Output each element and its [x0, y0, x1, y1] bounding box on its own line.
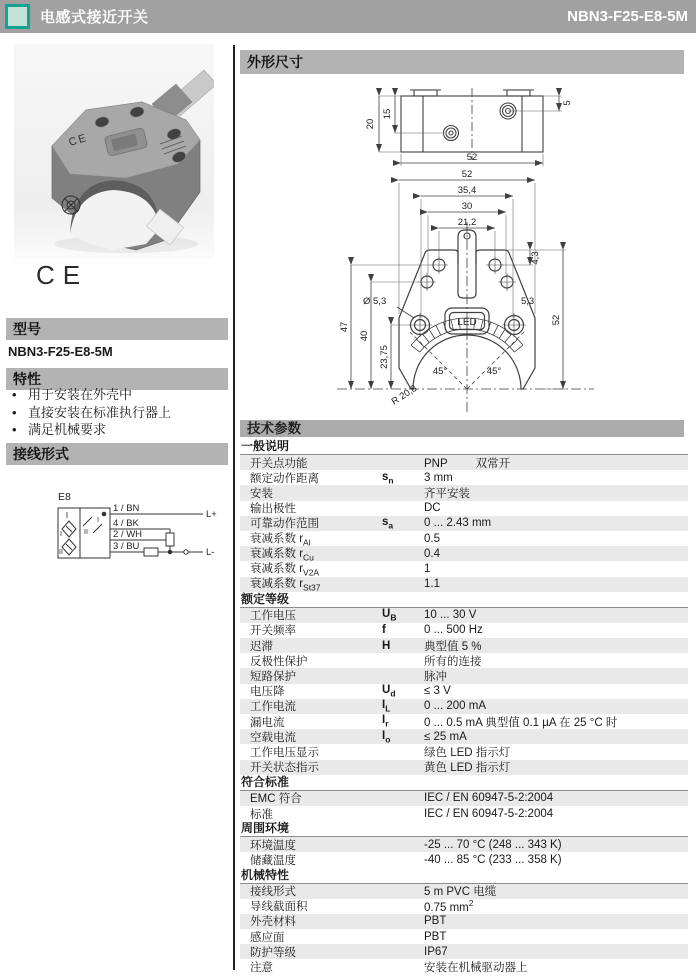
spec-row: [240, 914, 688, 929]
spec-value: PBT: [424, 930, 447, 943]
spec-label: 开关状态指示: [250, 762, 319, 775]
ce-print: CE: [67, 131, 90, 149]
spec-label: 迟滞: [250, 640, 273, 653]
circuit-label: I: [97, 517, 99, 524]
spec-row: [240, 729, 688, 744]
dim-label: 20: [365, 118, 376, 130]
dimension-drawing-front: [242, 166, 692, 420]
spec-label: 开关点功能: [250, 457, 308, 470]
spec-row: [240, 485, 688, 500]
spec-label: 导线截面积: [250, 901, 308, 914]
circuit-label: I: [60, 531, 62, 538]
spec-label: 输出极性: [250, 503, 296, 516]
spec-value: 5 m PVC 电缆: [424, 886, 497, 899]
wire-label: 2 / WH: [113, 529, 143, 540]
bullet: •: [12, 422, 17, 437]
dim-label: 52: [461, 169, 473, 180]
spec-label: 衰减系数 $r_{St37}$: [250, 578, 321, 593]
product-photo: [14, 44, 214, 259]
spec-row: [240, 791, 688, 806]
terminal-label: L+: [206, 509, 217, 520]
spec-value: PNP 双常开: [424, 457, 511, 470]
spec-value: IP67: [424, 945, 448, 958]
spec-value: 1.1: [424, 578, 440, 591]
feature-item: • 用于安装在外壳中: [12, 387, 133, 402]
spec-row: [240, 806, 688, 821]
spec-value: 0 ... 2.43 mm: [424, 517, 492, 530]
section-dimensions: 外形尺寸: [240, 50, 684, 74]
spec-row: [240, 899, 688, 914]
spec-symbol: $U_d$: [382, 684, 396, 699]
spec-row: [240, 668, 688, 683]
spec-label: 防护等级: [250, 946, 296, 959]
spec-symbol: $s_a$: [382, 516, 394, 531]
spec-value: 黄色 LED 指示灯: [424, 762, 511, 775]
feature-list: [10, 386, 228, 439]
spec-value: 0 ... 500 Hz: [424, 624, 483, 637]
spec-value: PBT: [424, 915, 447, 928]
spec-value: 0.5: [424, 532, 440, 545]
spec-label: 衰减系数 $r_{V2A}$: [250, 563, 320, 578]
dim-label: 4,3: [530, 251, 541, 265]
dim-label: 15: [382, 108, 393, 120]
header-model-number: NBN3-F25-E8-5M: [567, 8, 688, 25]
dim-label: 40: [359, 330, 370, 342]
spec-label: 空载电流: [250, 731, 296, 744]
spec-label: EMC 符合: [250, 793, 302, 806]
spec-row: [240, 608, 688, 623]
spec-value: IEC / EN 60947-5-2:2004: [424, 792, 554, 805]
spec-symbol: $I_r$: [382, 714, 389, 729]
model-number: NBN3-F25-E8-5M: [8, 344, 113, 359]
spec-value: 0 ... 0.5 mA 典型值 0.1 µA 在 25 °C 时: [424, 716, 618, 729]
spec-row: [240, 531, 688, 546]
spec-value-2: 双常开: [475, 457, 511, 470]
circuit-label: II: [59, 549, 63, 556]
section-features: 特性: [6, 368, 228, 390]
spec-value: 3 mm: [424, 471, 453, 484]
spec-label: 工作电压显示: [250, 746, 319, 759]
spec-label: 电压降: [250, 686, 285, 699]
spec-value: 齐平安装: [424, 487, 470, 500]
spec-value: 0.75 $mm^2$: [424, 898, 474, 915]
spec-row: [240, 959, 688, 974]
spec-label: 短路保护: [250, 671, 296, 684]
spec-row: [240, 760, 688, 775]
spec-label: 安装: [250, 487, 273, 500]
spec-label: 漏电流: [250, 716, 285, 729]
section-tech-data: 技术参数: [240, 420, 684, 437]
dim-label: 45°: [486, 366, 502, 377]
dim-label: 52: [551, 314, 562, 326]
circuit-label: I: [65, 511, 69, 520]
wiring-diagram: [18, 486, 223, 591]
spec-group-header: 周围环境: [240, 821, 688, 837]
spec-label: 接线形式: [250, 886, 296, 899]
feature-item: • 满足机械要求: [12, 422, 107, 437]
dim-label: 5: [562, 100, 573, 106]
spec-group-header: 机械特性: [240, 868, 688, 884]
spec-value: ≤ 3 V: [424, 685, 451, 698]
dim-label: 47: [339, 321, 350, 333]
dim-label: 45°: [432, 366, 448, 377]
spec-row: [240, 852, 688, 867]
spec-label: 储藏温度: [250, 854, 296, 867]
spec-row: [240, 653, 688, 668]
spec-row: [240, 501, 688, 516]
dim-label: 5,3: [521, 296, 535, 307]
dim-label: Ø 5,3: [363, 296, 387, 307]
spec-value: ≤ 25 mA: [424, 730, 467, 743]
spec-row: [240, 837, 688, 852]
spec-value: 绿色 LED 指示灯: [424, 746, 511, 759]
spec-label: 额定动作距离: [250, 472, 319, 485]
tech-data-table: [240, 439, 688, 975]
bullet: •: [12, 387, 17, 402]
spec-value: DC: [424, 502, 441, 515]
brand-square-icon: [5, 4, 30, 29]
page-header: [0, 0, 696, 33]
spec-row: [240, 623, 688, 638]
bullet: •: [12, 404, 17, 420]
spec-value: -25 ... 70 °C (248 ... 343 K): [424, 838, 562, 851]
spec-row: [240, 638, 688, 653]
spec-label: 注意: [250, 962, 273, 975]
spec-label: 工作电压: [250, 610, 296, 623]
spec-row: [240, 561, 688, 576]
led-label: LED: [457, 317, 477, 328]
feature-item: • 直接安装在标准执行器上: [12, 404, 172, 420]
spec-row: [240, 470, 688, 485]
spec-group-header: 符合标准: [240, 775, 688, 791]
spec-label: 衰减系数 $r_{Cu}$: [250, 548, 314, 563]
spec-row: [240, 455, 688, 470]
wiring-variant: E8: [58, 491, 71, 503]
spec-symbol: f: [382, 624, 386, 637]
terminal-label: L-: [206, 547, 215, 558]
dim-label: 23,75: [379, 345, 390, 369]
spec-value: 10 ... 30 V: [424, 609, 477, 622]
wire-label: 1 / BN: [113, 503, 140, 514]
spec-value: 安装在机械驱动器上: [424, 962, 528, 975]
spec-label: 工作电流: [250, 701, 296, 714]
dim-label: 21,2: [457, 217, 477, 228]
spec-symbol: $s_n$: [382, 470, 394, 485]
section-model: 型号: [6, 318, 228, 340]
dim-label: 35,4: [457, 185, 477, 196]
wire-label: 4 / BK: [113, 518, 139, 529]
column-divider: [233, 45, 235, 970]
spec-value: -40 ... 85 °C (233 ... 358 K): [424, 853, 562, 866]
spec-value: 0 ... 200 mA: [424, 700, 487, 713]
spec-value: 所有的连接: [424, 655, 482, 668]
spec-value: 脉冲: [424, 671, 447, 684]
spec-value: 1: [424, 562, 431, 575]
spec-row: [240, 744, 688, 759]
spec-label: 反极性保护: [250, 655, 308, 668]
spec-row: [240, 699, 688, 714]
spec-row: [240, 714, 688, 729]
spec-row: [240, 944, 688, 959]
spec-symbol: $I_L$: [382, 699, 391, 714]
spec-value: 0.4: [424, 547, 440, 560]
spec-row: [240, 684, 688, 699]
spec-symbol: $I_o$: [382, 729, 391, 744]
dimension-drawing-side: [242, 76, 692, 170]
spec-group-header: 一般说明: [240, 439, 688, 455]
spec-group-header: 额定等级: [240, 592, 688, 608]
spec-label: 开关频率: [250, 625, 296, 638]
dim-label: 30: [461, 201, 473, 212]
wire-label: 3 / BU: [113, 541, 140, 552]
spec-symbol: H: [382, 639, 391, 652]
spec-label: 外壳材料: [250, 916, 296, 929]
spec-label: 环境温度: [250, 839, 296, 852]
spec-label: 标准: [250, 808, 273, 821]
section-connection: 接线形式: [6, 443, 228, 465]
dim-label: R 20,8: [389, 383, 420, 408]
spec-label: 衰减系数 $r_{Al}$: [250, 532, 311, 548]
spec-label: 可靠动作范围: [250, 518, 319, 531]
circuit-label: II: [84, 529, 88, 536]
spec-value: IEC / EN 60947-5-2:2004: [424, 807, 554, 820]
dim-label: 52: [466, 152, 478, 163]
spec-label: 感应面: [250, 931, 285, 944]
spec-row: [240, 929, 688, 944]
spec-row: [240, 516, 688, 531]
ce-mark: CE: [36, 260, 89, 290]
spec-value: 典型值 5 %: [424, 640, 482, 653]
spec-row: [240, 577, 688, 592]
page-title: 电感式接近开关: [40, 9, 149, 26]
spec-row: [240, 884, 688, 899]
spec-symbol: $U_B$: [382, 608, 397, 623]
spec-row: [240, 546, 688, 561]
